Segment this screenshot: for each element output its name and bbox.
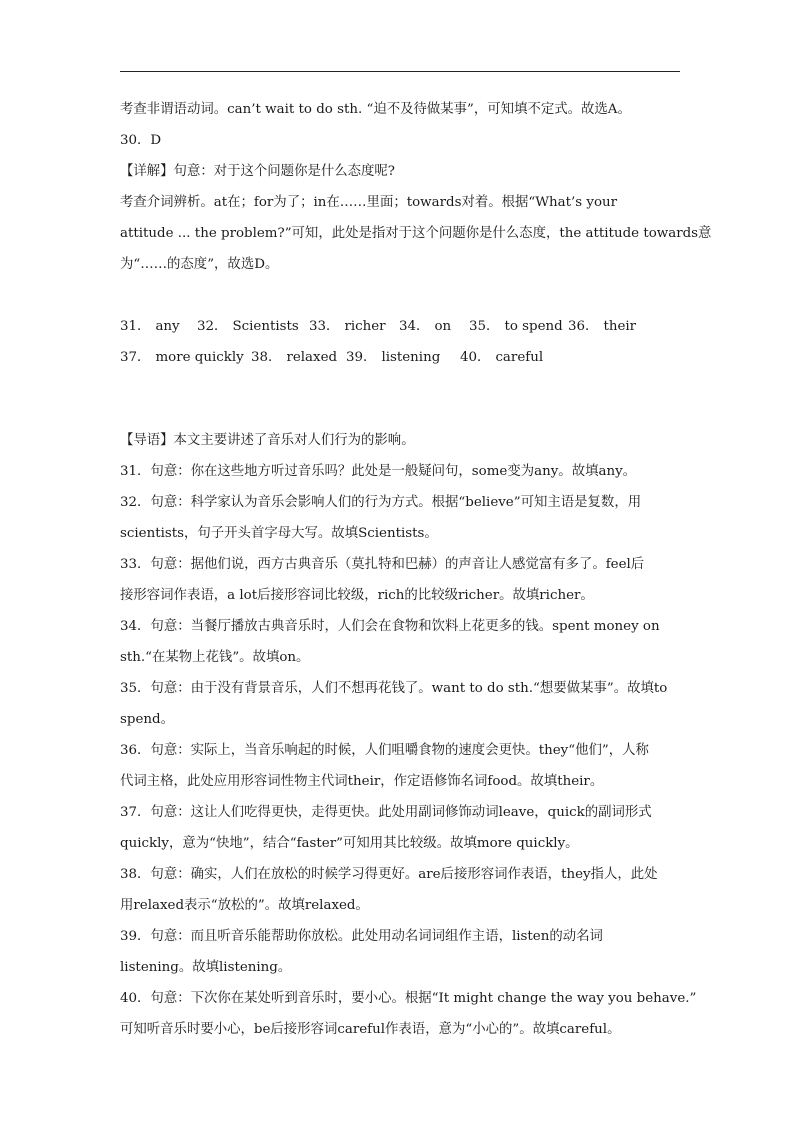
text-line: 38．句意：确实，人们在放松的时候学习得更好。are后接形容词作表语，they指人，此处: [120, 867, 658, 882]
answer-item: 40． careful: [460, 350, 544, 365]
text-line: attitude ... the problem?”可知，此处是指对于这个问题你是什么态度，the attitude towards意: [120, 226, 712, 241]
answer-item: 34． on: [399, 319, 452, 334]
text-line: 33．句意：据他们说，西方古典音乐（莫扎特和巴赫）的声音让人感觉富有多了。feel后: [120, 557, 645, 572]
answer-item: 32． Scientists: [197, 319, 299, 334]
text-line: 为“……的态度”，故选D。: [120, 257, 279, 272]
answer-item: 36． their: [568, 319, 637, 334]
text-line: quickly，意为“快地”，结合“faster”可知用其比较级。故填more quickly。: [120, 836, 579, 851]
text-line: 32．句意：科学家认为音乐会影响人们的行为方式。根据“believe”可知主语是复数，用: [120, 495, 642, 510]
text-line: 【详解】句意：对于这个问题你是什么态度呢?: [120, 164, 395, 179]
text-line: 34．句意：当餐厅播放古典音乐时，人们会在食物和饮料上花更多的钱。spent money on: [120, 619, 660, 634]
answer-item: 31． any: [120, 319, 180, 334]
text-line: 考查非谓语动词。can’t wait to do sth. “迫不及待做某事”，可知填不定式。故选A。: [120, 102, 631, 117]
spacer: [120, 280, 695, 311]
answer-item: 38． relaxed: [251, 350, 338, 365]
answer-key-row-2: [120, 342, 695, 373]
text-line: 36．句意：实际上，当音乐响起的时候，人们咀嚼食物的速度会更快。they“他们”，人称: [120, 743, 649, 758]
answer-item: 37． more quickly: [120, 350, 244, 365]
text-line: sth.“在某物上花钱”。故填on。: [120, 650, 310, 665]
text-line: 31．句意：你在这些地方听过音乐吗？此处是一般疑问句，some变为any。故填any。: [120, 464, 637, 479]
answer-item: 35． to spend: [469, 319, 563, 334]
text-line: listening。故填listening。: [120, 960, 292, 975]
text-line: 用relaxed表示“放松的”。故填relaxed。: [120, 898, 369, 913]
text-line: 39．句意：而且听音乐能帮助你放松。此处用动名词词组作主语，listen的动名词: [120, 929, 603, 944]
text-line: 37．句意：这让人们吃得更快，走得更快。此处用副词修饰动词leave，quick的副词形式: [120, 805, 652, 820]
spacer: [120, 404, 695, 425]
text-line: 可知听音乐时要小心，be后接形容词careful作表语，意为“小心的”。故填careful。: [120, 1022, 621, 1037]
text-line: 考查介词辨析。at在；for为了；in在……里面；towards对着。根据“What’s your: [120, 195, 618, 210]
text-line: 接形容词作表语，a lot后接形容词比较级，rich的比较级richer。故填richer。: [120, 588, 594, 603]
answer-30: 30．D: [120, 133, 162, 148]
text-line: 代词主格，此处应用形容词性物主代词their，作定语修饰名词food。故填their。: [120, 774, 604, 789]
document-body: [120, 94, 712, 1045]
answer-key-row-1: [120, 311, 695, 342]
text-line: scientists，句子开头首字母大写。故填Scientists。: [120, 526, 438, 541]
guide-heading: 【导语】本文主要讲述了音乐对人们行为的影响。: [120, 433, 415, 448]
spacer: [120, 373, 695, 404]
text-line: 40．句意：下次你在某处听到音乐时，要小心。根据“It might change the way you behave.”: [120, 991, 697, 1006]
text-line: spend。: [120, 712, 174, 727]
text-line: 35．句意：由于没有背景音乐，人们不想再花钱了。want to do sth.“想要做某事”。故填to: [120, 681, 668, 696]
answer-item: 33． richer: [309, 319, 386, 334]
header-rule: [120, 71, 680, 72]
answer-item: 39． listening: [346, 350, 441, 365]
